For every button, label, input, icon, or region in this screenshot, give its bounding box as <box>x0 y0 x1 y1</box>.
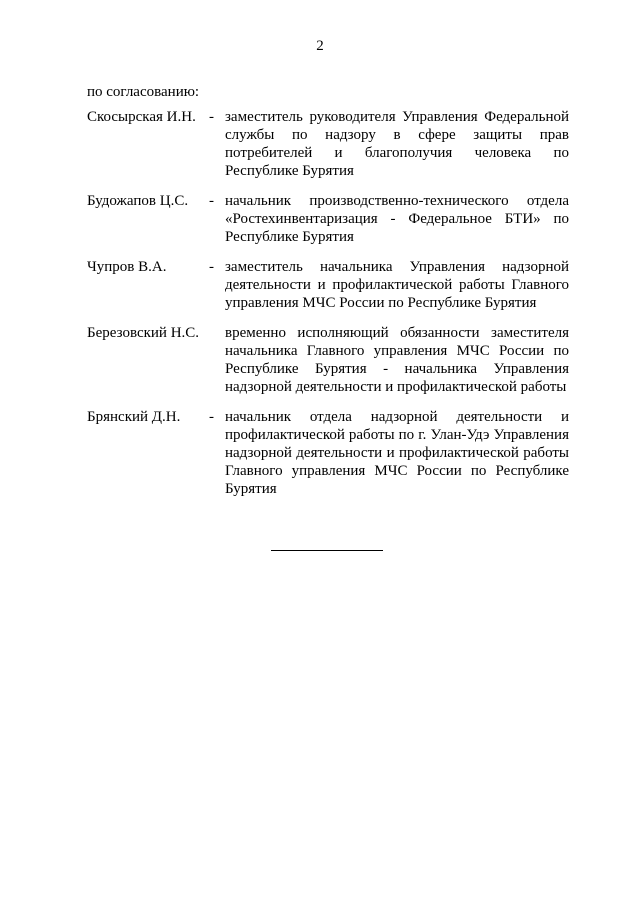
member-role: начальник отдела надзорной деятельности и профилактической работы по г. Улан-Удэ Управления надзорной деятельности и профилактической работы Главного управления МЧС России по Республике Бурятия <box>225 409 569 497</box>
member-dash: - <box>209 409 214 425</box>
member-role: заместитель руководителя Управления Федеральной службы по надзору в сфере защиты прав потребителей и благополучия человека по Республике Бурятия <box>225 109 569 179</box>
member-entry <box>87 108 569 180</box>
member-name: Чупров В.А. <box>87 259 167 275</box>
closing-rule <box>271 550 383 551</box>
member-entry <box>87 258 569 312</box>
member-entry <box>87 408 569 498</box>
member-role: временно исполняющий обязанности заместителя начальника Главного управления МЧС России по Республике Бурятия - начальника Управления надзорной деятельности и профилактической работы <box>225 325 569 395</box>
member-name: Брянский Д.Н. <box>87 409 181 425</box>
page-number: 2 <box>316 38 324 54</box>
member-dash: - <box>209 193 214 209</box>
member-entry <box>87 324 569 396</box>
member-dash: - <box>209 259 214 275</box>
member-name: Скосырская И.Н. <box>87 109 196 125</box>
member-name: Березовский Н.С. <box>87 325 200 341</box>
approval-heading: по согласованию: <box>87 84 200 100</box>
member-dash: - <box>209 109 214 125</box>
member-name: Будожапов Ц.С. <box>87 193 189 209</box>
members-list <box>87 108 569 510</box>
member-role: заместитель начальника Управления надзорной деятельности и профилактической работы Главного управления МЧС России по Республике Бурятия <box>225 259 569 311</box>
member-entry <box>87 192 569 246</box>
member-role: начальник производственно-технического отдела «Ростехинвентаризация - Федеральное БТИ» по Республике Бурятия <box>225 193 569 245</box>
